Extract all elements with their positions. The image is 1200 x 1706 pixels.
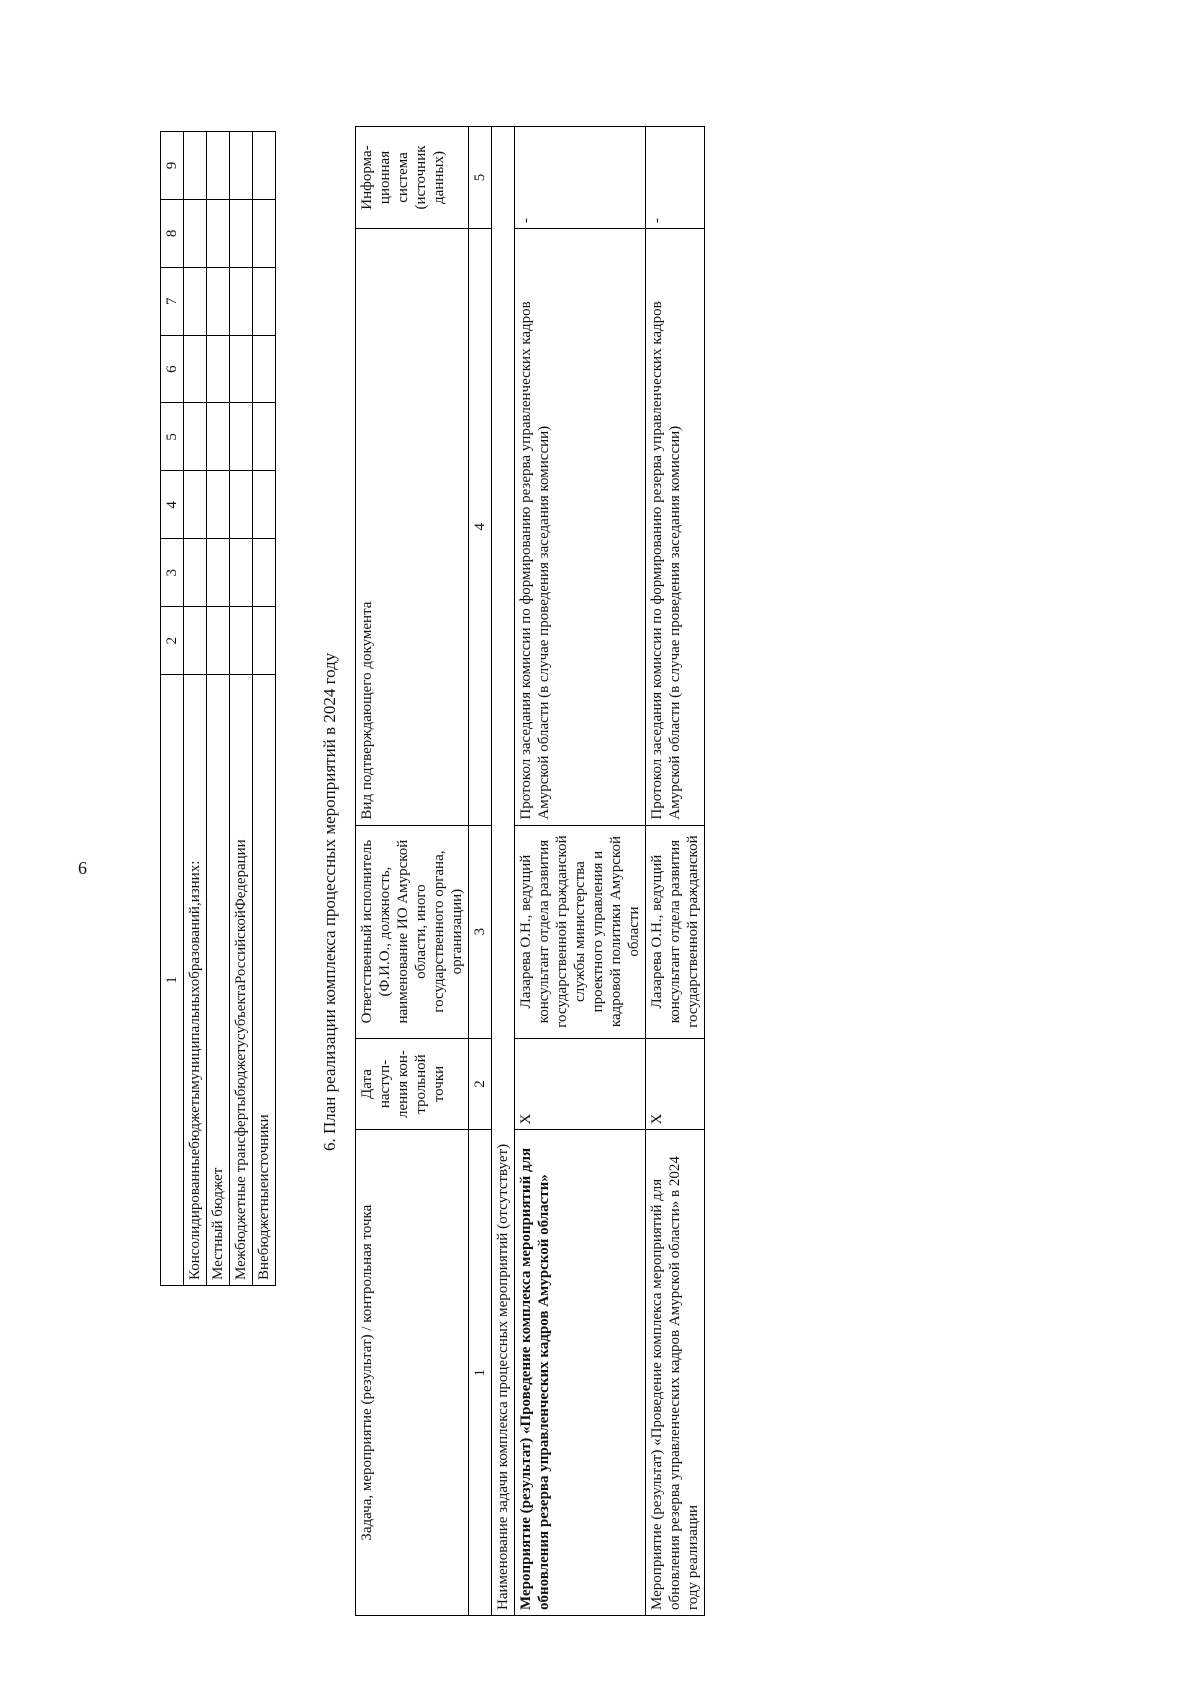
column-number: 3 [161,539,184,607]
information-system: - [646,127,705,229]
column-number: 3 [469,825,492,1038]
column-number: 8 [161,199,184,267]
header-task: Задача, мероприятие (результат) / контрольная точка [356,1130,469,1616]
control-date: X [515,1038,646,1130]
control-date: X [646,1038,705,1130]
finance-row [230,132,253,1286]
plan-row [646,127,705,1616]
measure-name: Мероприятие (результат) «Проведение комплекса мероприятий для обновления резерва управленческих кадров Амурской области» [515,1130,646,1616]
finance-column-numbers-row [161,132,184,1286]
plan-row [515,127,646,1616]
finance-row-label: Внебюджетныеисточники [253,675,276,1286]
confirming-document: Протокол заседания комиссии по формированию резерва управленческих кадров Амурской области (в случае проведения заседания комиссии) [646,228,705,825]
column-number: 4 [161,471,184,539]
header-system: Информа-ционная система (источник данных) [356,127,469,229]
section-title: 6. План реализации комплекса процессных мероприятий в 2024 году [320,652,339,1151]
page-number: 6 [78,858,87,878]
column-number: 9 [161,132,184,200]
column-number: 1 [161,675,184,1286]
finance-row [184,132,207,1286]
plan-header-row [356,127,469,1616]
column-number: 5 [469,127,492,229]
column-number: 5 [161,403,184,471]
column-number: 2 [161,607,184,675]
finance-row [253,132,276,1286]
plan-table [355,126,705,1616]
finance-row-label: Местный бюджет [207,675,230,1286]
measure-name: Мероприятие (результат) «Проведение комплекса мероприятий для обновления резерва управленческих кадров Амурской области» в 2024 году реализации [646,1130,705,1616]
task-row [492,127,515,1616]
header-document: Вид подтверждающего документа [356,228,469,825]
task-name: Наименование задачи комплекса процессных мероприятий (отсутствует) [492,127,515,1616]
responsible-person: Лазарева О.Н., ведущий консультант отдела развития государственной гражданской службы министерства проектного управления и кадровой политики Амурской области [515,825,646,1038]
header-date: Дата наступ-ления кон-трольной точки [356,1038,469,1130]
header-responsible: Ответственный исполнитель (Ф.И.О., должность, наименование ИО Амурской области, иного государственного органа, организации) [356,825,469,1038]
column-number: 6 [161,335,184,403]
information-system: - [515,127,646,229]
column-number: 7 [161,267,184,335]
column-number: 1 [469,1130,492,1616]
finance-row [207,132,230,1286]
responsible-person: Лазарева О.Н., ведущий консультант отдела развития государственной гражданской [646,825,705,1038]
finance-row-label: Межбюджетные трансфертыбюджетусубъектаРоссийскойФедерации [230,675,253,1286]
column-number: 4 [469,228,492,825]
plan-column-numbers-row [469,127,492,1616]
column-number: 2 [469,1038,492,1130]
confirming-document: Протокол заседания комиссии по формированию резерва управленческих кадров Амурской области (в случае проведения заседания комиссии) [515,228,646,825]
finance-row-label: Консолидированныебюджетымуниципальныхобразований,изних: [184,675,207,1286]
finance-table [160,131,276,1286]
